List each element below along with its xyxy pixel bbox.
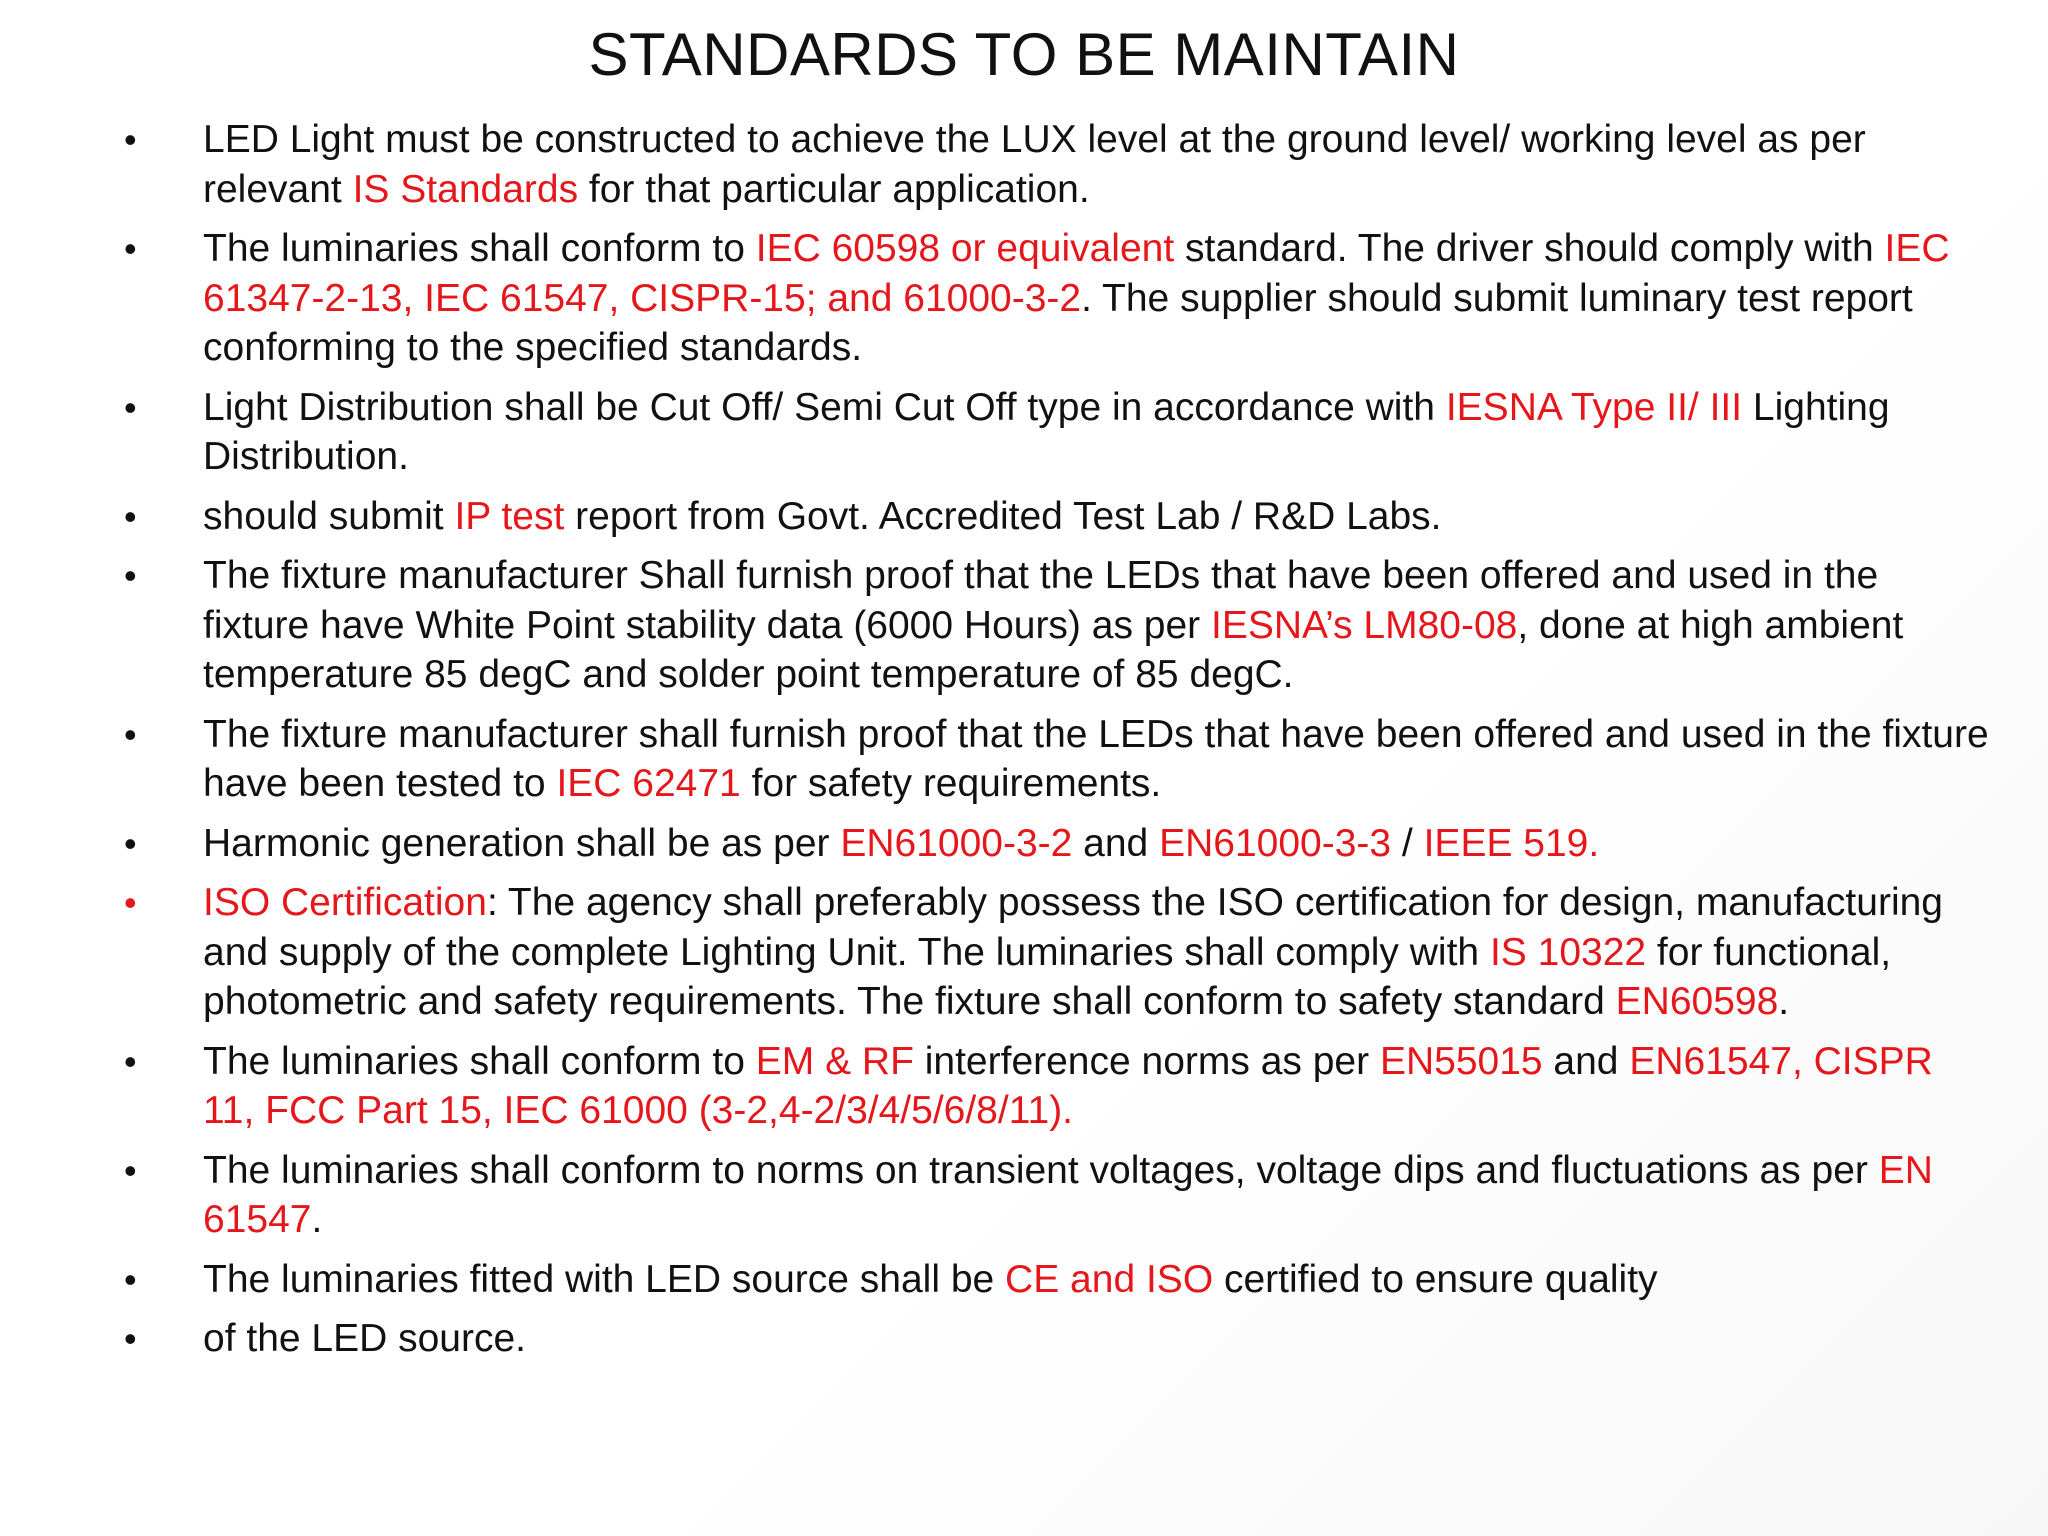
item-highlight: ISO Certification [203, 881, 487, 924]
item-text: The fixture manufacturer Shall furnish proof that the LEDs that have been offered and used in the fixture have White Point stability data (6000 Hours) as per [203, 554, 1879, 647]
item-highlight: IESNA’s LM80-08 [1210, 603, 1518, 647]
item-text: for functional, photometric and safety requirements. The fixture shall conform to safety standard [203, 930, 1892, 1023]
item-text: , done at high ambient temperature 85 degC and solder point temperature of 85 degC. [203, 603, 1904, 696]
item-highlight: EN55015 [1379, 1039, 1543, 1083]
list-item [0, 1314, 2048, 1364]
bullet-icon: • [124, 713, 137, 755]
bullet-icon: • [124, 495, 137, 537]
list-item [0, 224, 2048, 373]
bullet-icon: • [124, 882, 137, 923]
item-text: : The agency shall preferably possess the ISO certification for design, manufacturing and supply of the complete Lighting Unit. The luminaries shall comply with [203, 881, 1943, 974]
item-text: for safety requirements. [740, 762, 1162, 805]
item-highlight: IS Standards [352, 167, 579, 211]
list-item [0, 1255, 2048, 1305]
item-text: . [311, 1198, 323, 1241]
item-text: . The supplier should submit luminary test report conforming to the specified standards. [203, 276, 1913, 369]
list-item [0, 492, 2048, 542]
item-text: LED Light must be constructed to achieve the LUX level at the ground level/ working level as per relevant [203, 118, 1866, 211]
item-text: for that particular application. [578, 167, 1090, 211]
slide-title: STANDARDS TO BE MAINTAIN [588, 21, 1460, 88]
bullet-icon: • [124, 1318, 137, 1359]
item-text: . [1778, 980, 1790, 1023]
item-text: The luminaries shall conform to norms on transient voltages, voltage dips and fluctuations as per [203, 1148, 1879, 1192]
bullet-icon: • [124, 228, 137, 269]
bullet-icon: • [124, 1258, 137, 1300]
bullet-icon: • [124, 1149, 137, 1191]
item-text: report from Govt. Accredited Test Lab / R&D Labs. [564, 494, 1442, 538]
item-text: of the LED source. [203, 1317, 527, 1360]
item-highlight: IEC 61347-2-13, IEC 61547, CISPR-15; and 61000-3-2 [203, 227, 1950, 320]
list-item [0, 710, 2048, 809]
item-text: and [1072, 821, 1160, 865]
list-item [0, 1037, 2048, 1136]
list-item [0, 551, 2048, 700]
item-text: should submit [203, 494, 455, 538]
item-highlight: IEEE 519. [1423, 821, 1600, 865]
bullet-icon: • [124, 119, 137, 160]
item-text: The luminaries shall conform to [203, 227, 756, 270]
item-text: Harmonic generation shall be as per [203, 821, 841, 865]
item-highlight: IS 10322 [1489, 930, 1647, 974]
bullet-icon: • [124, 386, 137, 428]
item-text: Light Distribution shall be Cut Off/ Semi Cut Off type in accordance with [203, 385, 1446, 429]
item-text: and [1542, 1039, 1630, 1083]
item-highlight: CE and ISO [1005, 1257, 1214, 1301]
list-item [0, 383, 2048, 482]
item-highlight: IESNA Type II/ III [1445, 385, 1743, 429]
item-text: interference norms as per [913, 1039, 1380, 1083]
item-text: The fixture manufacturer shall furnish proof that the LEDs that have been offered and used in the fixture have been tested to [203, 712, 1989, 805]
item-highlight: EM & RF [755, 1039, 914, 1083]
list-item [0, 878, 2048, 1027]
item-text: certified to ensure quality [1213, 1257, 1658, 1301]
item-text: Lighting Distribution. [203, 385, 1890, 478]
item-highlight: IEC 62471 [556, 762, 741, 805]
list-item [0, 1146, 2048, 1245]
list-item [0, 819, 2048, 869]
bullet-icon: • [124, 822, 137, 864]
bullet-icon: • [124, 1040, 137, 1082]
bullet-icon: • [124, 555, 137, 596]
item-highlight: EN61547, CISPR 11, FCC Part 15, IEC 61000 (3-2,4-2/3/4/5/6/8/11). [203, 1039, 1933, 1132]
item-highlight: EN 61547 [203, 1148, 1933, 1241]
bullet-list [0, 115, 2048, 1374]
list-item [0, 115, 2048, 214]
item-text: The luminaries fitted with LED source shall be [203, 1257, 1006, 1301]
item-text: The luminaries shall conform to [203, 1039, 756, 1083]
item-highlight: IP test [454, 494, 565, 538]
item-highlight: IEC 60598 or equivalent [755, 227, 1175, 270]
item-highlight: EN61000-3-2 [840, 821, 1073, 865]
item-highlight: EN60598 [1615, 980, 1779, 1023]
item-text: standard. The driver should comply with [1174, 227, 1885, 270]
item-highlight: EN61000-3-3 [1159, 821, 1392, 865]
item-text: / [1391, 821, 1424, 865]
